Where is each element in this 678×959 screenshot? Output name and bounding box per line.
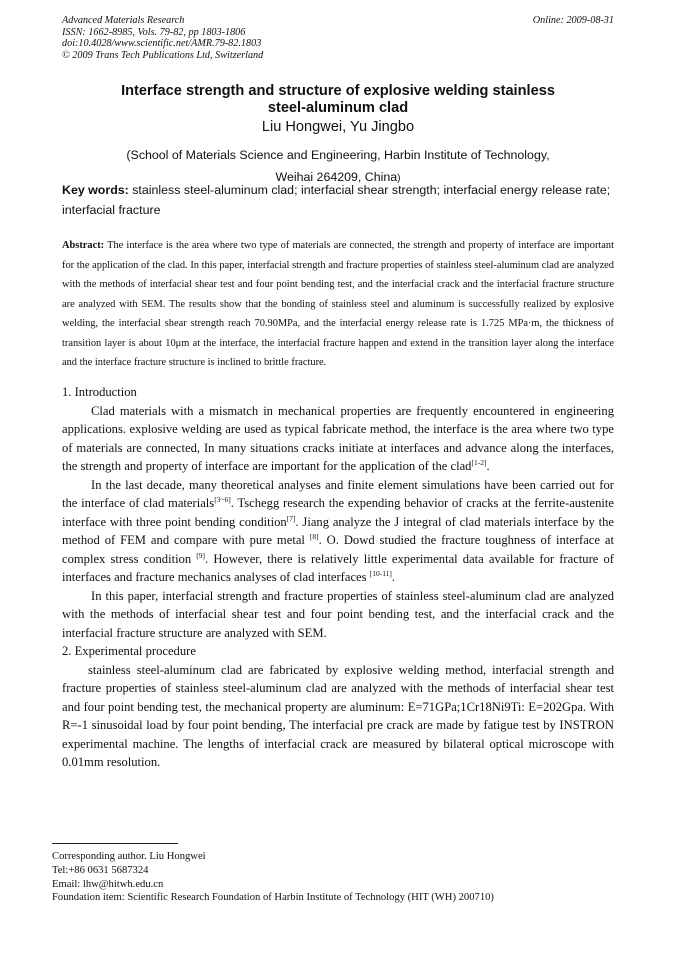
doi-line: doi:10.4028/www.scientific.net/AMR.79-82.1803 [62, 38, 262, 50]
intro-p2-text-e: . However, there is relatively little experimental data available for fracture of interfaces and fracture mechanics analyses of clad interfaces [62, 551, 614, 584]
abstract [62, 236, 614, 373]
citation-ref: [1-2] [471, 458, 487, 467]
footnote-email: Email: lhw@hitwh.edu.cn [52, 878, 164, 890]
abstract-text: The interface is the area where two type of materials are connected, the strength and property of interface are important for the application of the clad. In this paper, interfacial strength and fracture properties of stainless steel-aluminum clad are analyzed with the methods of interfacial shear test and four point bending test, and the interfacial crack and the interfacial fracture structure are analyzed with SEM. The results show that the bonding of stainless steel and aluminum is successfully realized by explosive welding, the interfacial shear strength reach 70.90MPa, and the interfacial energy release rate is 1.725 MPa·m, the thickness of transition layer is about 10μm at the interface, the interfacial fracture happen and extend in the transition layer along the interface and the interface fracture structure is inclined to brittle fracture. [62, 240, 614, 368]
citation-ref: [8] [309, 532, 319, 541]
title-line-1: Interface strength and structure of explosive welding stainless [121, 83, 555, 99]
keywords-text: stainless steel-aluminum clad; interfacial shear strength; interfacial energy release rate; interfacial fracture [62, 183, 611, 217]
journal-header [62, 15, 614, 61]
intro-p2-text-d: . O. Dowd studied the fracture toughness of interface at complex stress condition [62, 533, 614, 566]
paper-title [62, 83, 614, 117]
section-heading-experimental: 2. Experimental procedure [62, 644, 196, 658]
title-line-2: steel-aluminum clad [267, 100, 409, 116]
footnote-author: Corresponding author. Liu Hongwei [52, 851, 206, 862]
intro-paragraph-2 [62, 476, 614, 587]
citation-ref: [10-11] [369, 569, 392, 578]
footnote-divider [52, 843, 178, 844]
journal-name: Advanced Materials Research [62, 15, 185, 26]
intro-p2-text-a: In the last decade, many theoretical analyses and finite element simulations have been carried out for the interface of clad materials [62, 477, 614, 510]
citation-ref: [9] [196, 550, 206, 560]
copyright-line: © 2009 Trans Tech Publications Ltd, Switzerland [62, 49, 264, 61]
section-heading-introduction: 1. Introduction [62, 385, 137, 399]
experimental-paragraph-1: stainless steel-aluminum clad are fabricated by explosive welding method, interfacial strength and fracture properties of stainless steel-aluminum clad are analyzed with the methods of interfacial shear test and four point bending test, the mechanical property are aluminum: E=71GPa;1Cr18Ni9Ti: E=202Gpa. With R=-1 sinusoidal load by four point bending, The interfacial pre crack are made by fatigue test by INSTRON experimental machine. The lengths of interfacial crack are measured by bilateral optical microscope with 0.01mm resolution. [62, 662, 614, 769]
affiliation-city: Weihai 264209, China [275, 170, 398, 184]
intro-p2-text-c: . Jiang analyze the J integral of clad materials interface by the method of FEM and compare with pure metal [62, 514, 615, 547]
footnote-foundation: Foundation item: Scientific Research Foundation of Harbin Institute of Technology (HIT (WH) 200710) [52, 892, 494, 904]
abstract-label: Abstract: [62, 240, 105, 251]
intro-paragraph-3: In this paper, interfacial strength and fracture properties of stainless steel-aluminum clad are analyzed with the methods of interfacial shear test and four point bending test, and the interfacial crack and the interfacial fracture structure are analyzed with SEM. [62, 588, 614, 640]
keywords [62, 180, 614, 220]
citation-ref: [3~6] [214, 495, 231, 504]
affiliation-close: ) [397, 173, 401, 184]
intro-p2-text-b: . Tschegg research the expending behavior of cracks at the ferrite-austenite interface with three point bending condition [62, 496, 614, 529]
footnote [52, 850, 622, 905]
intro-p1-end: . [486, 459, 490, 473]
keywords-label: Key words: [62, 183, 129, 197]
intro-paragraph-1 [62, 402, 614, 476]
issn-line: ISSN: 1662-8985, Vols. 79-82, pp 1803-1806 [62, 26, 246, 38]
authors: Liu Hongwei, Yu Jingbo [261, 119, 415, 135]
intro-p2-text-f: . [391, 570, 396, 584]
citation-ref: [7] [286, 513, 296, 523]
affiliation-line-1: (School of Materials Science and Engineering, Harbin Institute of Technology, [126, 148, 550, 162]
body-text [62, 383, 614, 772]
intro-p1-text: Clad materials with a mismatch in mechanical properties are frequently encountered in engineering applications. explosive welding are used as typical fabricate method, the interface is the area where two type of materials are connected, In many situations cracks initiate at interfaces and advance along the interfaces, the strength and property of interface are important for the application of the clad [62, 403, 614, 473]
online-date: Online: 2009-08-31 [532, 15, 614, 26]
footnote-tel: Tel:+86 0631 5687324 [52, 864, 149, 876]
